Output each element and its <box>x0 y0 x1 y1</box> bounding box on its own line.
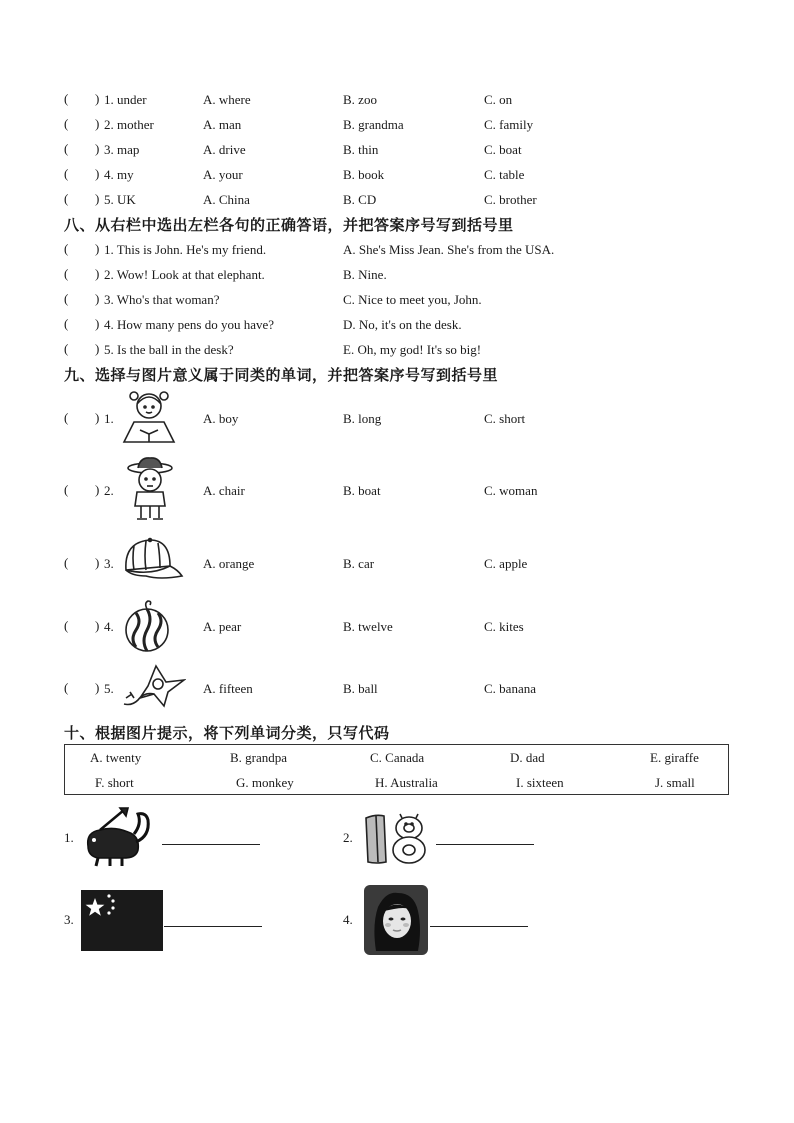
question-sentence: 5. Is the ball in the desk? <box>104 342 234 357</box>
word-bank-item: C. Canada <box>370 750 425 765</box>
question-word: 3. map <box>104 142 140 157</box>
answer-option: A. She's Miss Jean. She's from the USA. <box>343 242 555 257</box>
option-b: B. book <box>343 167 385 182</box>
option-a: A. China <box>203 192 250 207</box>
girl-reading-icon <box>120 386 178 446</box>
answer-paren-open: ( <box>64 316 69 331</box>
answer-paren-close: ) <box>95 166 100 181</box>
answer-paren-open: ( <box>64 116 69 131</box>
answer-paren-close: ) <box>95 141 100 156</box>
answer-paren-open: ( <box>64 266 69 281</box>
word-bank-item: E. giraffe <box>650 750 699 765</box>
option-c: C. brother <box>484 192 537 207</box>
answer-option: D. No, it's on the desk. <box>343 317 462 332</box>
answer-paren-open: ( <box>64 141 69 156</box>
option-a: A. boy <box>203 411 239 426</box>
item-number: 2. <box>343 830 353 845</box>
word-bank-item: G. monkey <box>236 775 294 790</box>
answer-paren-open: ( <box>64 618 69 633</box>
option-b: B. CD <box>343 192 377 207</box>
option-b: B. thin <box>343 142 379 157</box>
option-b: B. car <box>343 556 375 571</box>
china-flag-icon <box>81 890 163 951</box>
question-word: 1. under <box>104 92 147 107</box>
word-bank-item: A. twenty <box>90 750 142 765</box>
answer-paren-close: ) <box>95 410 100 425</box>
cap-icon <box>120 536 184 582</box>
option-c: C. woman <box>484 483 538 498</box>
boy-with-hat-icon <box>123 456 177 522</box>
answer-paren-close: ) <box>95 266 100 281</box>
answer-paren-close: ) <box>95 91 100 106</box>
option-b: B. ball <box>343 681 378 696</box>
watermelon-icon <box>122 599 172 653</box>
answer-paren-open: ( <box>64 555 69 570</box>
word-bank-item: H. Australia <box>375 775 438 790</box>
option-a: A. where <box>203 92 251 107</box>
word-bank-item: I. sixteen <box>516 775 564 790</box>
answer-paren-close: ) <box>95 618 100 633</box>
answer-paren-open: ( <box>64 241 69 256</box>
option-c: C. banana <box>484 681 536 696</box>
option-a: A. chair <box>203 483 245 498</box>
question-sentence: 3. Who's that woman? <box>104 292 220 307</box>
question-number: 3. <box>104 556 114 571</box>
option-a: A. fifteen <box>203 681 253 696</box>
question-sentence: 2. Wow! Look at that elephant. <box>104 267 265 282</box>
option-b: B. long <box>343 411 382 426</box>
item-number: 1. <box>64 830 74 845</box>
animal-icon <box>80 806 160 870</box>
answer-paren-open: ( <box>64 341 69 356</box>
question-sentence: 4. How many pens do you have? <box>104 317 275 332</box>
question-number: 4. <box>104 619 114 634</box>
option-c: C. family <box>484 117 534 132</box>
section-heading: 十、根据图片提示，将下列单词分类，只写代码 <box>64 724 390 742</box>
answer-paren-open: ( <box>64 191 69 206</box>
option-c: C. short <box>484 411 526 426</box>
option-c: C. on <box>484 92 513 107</box>
answer-blank[interactable] <box>164 926 262 927</box>
answer-option: C. Nice to meet you, John. <box>343 292 482 307</box>
answer-paren-open: ( <box>64 291 69 306</box>
item-number: 3. <box>64 912 74 927</box>
kite-icon <box>120 664 186 710</box>
answer-paren-open: ( <box>64 680 69 695</box>
question-word: 4. my <box>104 167 134 182</box>
answer-option: E. Oh, my god! It's so big! <box>343 342 482 357</box>
option-b: B. boat <box>343 483 381 498</box>
option-b: B. grandma <box>343 117 404 132</box>
word-bank-item: B. grandpa <box>230 750 288 765</box>
answer-paren-close: ) <box>95 341 100 356</box>
question-number: 5. <box>104 681 114 696</box>
question-sentence: 1. This is John. He's my friend. <box>104 242 267 257</box>
option-a: A. orange <box>203 556 255 571</box>
answer-paren-close: ) <box>95 680 100 695</box>
section-heading: 八、从右栏中选出左栏各句的正确答语，并把答案序号写到括号里 <box>64 216 514 234</box>
option-a: A. drive <box>203 142 246 157</box>
answer-paren-close: ) <box>95 555 100 570</box>
answer-paren-open: ( <box>64 482 69 497</box>
answer-paren-close: ) <box>95 241 100 256</box>
option-a: A. man <box>203 117 242 132</box>
option-b: B. twelve <box>343 619 393 634</box>
item-number: 4. <box>343 912 353 927</box>
answer-paren-close: ) <box>95 316 100 331</box>
answer-paren-open: ( <box>64 410 69 425</box>
option-c: C. kites <box>484 619 524 634</box>
option-c: C. boat <box>484 142 522 157</box>
option-b: B. zoo <box>343 92 377 107</box>
answer-blank[interactable] <box>162 844 260 845</box>
answer-paren-close: ) <box>95 116 100 131</box>
answer-paren-close: ) <box>95 291 100 306</box>
word-bank-item: J. small <box>655 775 695 790</box>
word-bank-item: F. short <box>95 775 134 790</box>
answer-option: B. Nine. <box>343 267 387 282</box>
option-c: C. apple <box>484 556 528 571</box>
answer-blank[interactable] <box>430 926 528 927</box>
number-eighteen-icon <box>362 812 434 866</box>
answer-blank[interactable] <box>436 844 534 845</box>
word-bank-item: D. dad <box>510 750 545 765</box>
option-a: A. pear <box>203 619 242 634</box>
woman-portrait-icon <box>364 885 428 955</box>
question-number: 1. <box>104 411 114 426</box>
answer-paren-open: ( <box>64 166 69 181</box>
option-a: A. your <box>203 167 243 182</box>
section-heading: 九、选择与图片意义属于同类的单词，并把答案序号写到括号里 <box>64 366 499 384</box>
question-word: 2. mother <box>104 117 154 132</box>
question-number: 2. <box>104 483 114 498</box>
answer-paren-close: ) <box>95 482 100 497</box>
option-c: C. table <box>484 167 525 182</box>
answer-paren-close: ) <box>95 191 100 206</box>
answer-paren-open: ( <box>64 91 69 106</box>
question-word: 5. UK <box>104 192 136 207</box>
